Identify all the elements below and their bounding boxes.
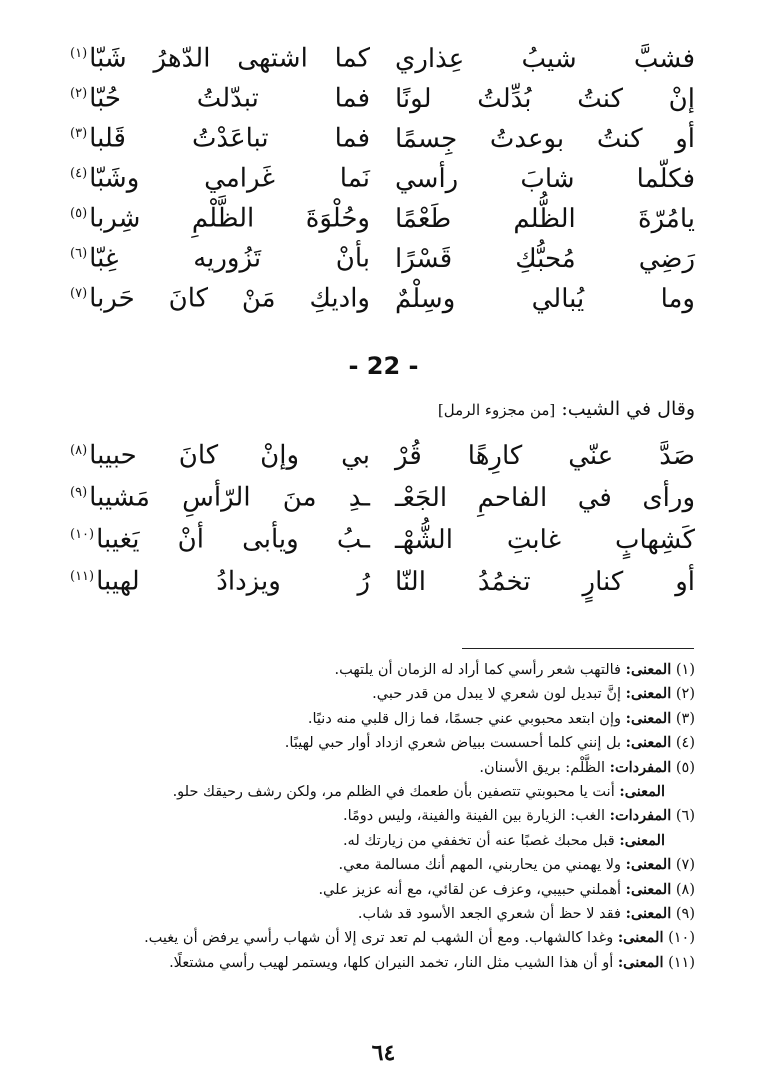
verse-line <box>70 472 695 514</box>
footnote-text: وغدا كالشهاب. ومع أن الشهب لم تعد ترى إلا أن شهاب رأسي يرفض أن يغيب. <box>144 930 614 947</box>
footnote <box>65 926 695 950</box>
footnote-label: المعنى: <box>625 904 672 922</box>
verse-line <box>70 556 695 598</box>
verse-line <box>70 274 695 314</box>
verse-first-hemistich: أو كنتُ بوعدتُ جِسمًا <box>395 123 695 154</box>
footnote-number: (٩) <box>675 905 695 922</box>
footnote-number: (٤) <box>675 735 695 752</box>
verse-line <box>70 114 695 154</box>
poem-verses-top <box>70 34 695 314</box>
verse-line <box>70 74 695 114</box>
footnote-ref: (١) <box>70 46 88 61</box>
verse-line <box>70 154 695 194</box>
footnote <box>65 756 695 780</box>
verse-second-text: وحُلْوَةَ الظَّلْمِ شِربا <box>89 203 370 234</box>
footnote <box>65 878 695 902</box>
verse-second-text: نَما غَرامي وشَبّا <box>89 163 370 194</box>
footnote-text: أهملني حبيبي، وعزف عن لقائي، مع أنه عزيز علي. <box>318 881 621 898</box>
verse-second-text: ـبُ ويأبى أنْ يَغيبا <box>96 524 370 555</box>
footnote <box>65 731 695 755</box>
footnote-label: المعنى: <box>619 831 665 849</box>
footnote-ref: (٣) <box>70 126 88 141</box>
footnote-label: المعنى: <box>625 734 672 752</box>
footnote-label: المعنى: <box>625 709 672 727</box>
footnote <box>65 707 695 731</box>
footnote-label: المعنى: <box>625 880 672 898</box>
footnote-number: (١١) <box>668 954 695 971</box>
footnotes <box>65 658 695 975</box>
footnote <box>65 951 695 975</box>
verse-second-hemistich <box>70 74 370 119</box>
footnote-number: (١) <box>675 662 695 678</box>
footnote-label: المعنى: <box>619 782 665 800</box>
verse-first-hemistich: ورأى في الفاحمِ الجَعْـ <box>395 482 695 513</box>
verse-line <box>70 430 695 472</box>
footnote-text: وإن ابتعد محبوبي عني جسمًا، فما زال قلبي منه دنيًا. <box>307 710 621 727</box>
footnote-label: المعنى: <box>617 953 664 971</box>
footnote-number: (٦) <box>675 808 695 825</box>
verse-second-hemistich <box>70 34 370 79</box>
footnote-text: أنت يا محبوبتي تتصفين بأن طعمك في الظلم مر، ولكن رشف رحيقك حلو. <box>172 783 615 800</box>
footnote-text: فقد لا حظ أن شعري الجعد الأسود قد شاب. <box>357 905 621 922</box>
footnote <box>65 682 695 706</box>
footnote-label: المعنى: <box>625 685 672 703</box>
footnote-text: فالتهب شعر رأسي كما أراد له الزمان أن يلتهب. <box>334 662 621 678</box>
verse-second-text: واديكِ مَنْ كانَ حَربا <box>89 283 370 314</box>
footnote-text: أو أن هذا الشيب مثل النار، تخمد النيران كلها، ويستمر لهيب رأسي مشتعلًا. <box>169 954 614 971</box>
verse-second-hemistich <box>70 556 370 603</box>
footnote-ref: (٦) <box>70 246 88 261</box>
verse-first-hemistich: صَدَّ عنّي كارِهًا قُرْ <box>395 440 695 471</box>
verse-second-text: بي وإنْ كانَ حبيبا <box>89 440 370 471</box>
footnote-ref: (٥) <box>70 206 88 221</box>
footnote-label: المفردات: <box>609 758 672 776</box>
verse-first-hemistich: أو كنارٍ تخمُدُ النّا <box>395 566 695 597</box>
verse-first-hemistich: فشبَّ شيبُ عِذاري <box>395 43 695 74</box>
poem-verses-bottom <box>70 430 695 598</box>
footnote-ref: (٧) <box>70 286 88 301</box>
footnote-text: الظَّلْم: بريق الأسنان. <box>479 759 605 776</box>
verse-second-hemistich <box>70 194 370 239</box>
footnote-ref: (٨) <box>70 443 88 458</box>
footnote <box>65 829 695 853</box>
verse-second-hemistich <box>70 234 370 279</box>
verse-second-hemistich <box>70 274 370 319</box>
footnote-text: قبل محبك غصبًا عنه أن تخففي من زيارتك له. <box>342 832 615 849</box>
verse-first-hemistich: يامُرّةَ الظُّلم طَعْمًا <box>395 203 695 234</box>
verse-first-hemistich: كَشِهابٍ غابتِ الشُّهْـ <box>395 524 695 555</box>
footnote-label: المعنى: <box>625 661 672 678</box>
footnote <box>65 780 695 804</box>
verse-first-hemistich: وما يُبالي وسِلْمٌ <box>395 283 695 314</box>
verse-second-hemistich <box>70 472 370 519</box>
footnote-label: المعنى: <box>617 929 664 947</box>
footnote-number: (٣) <box>675 710 695 727</box>
verse-first-hemistich: رَضِي مُحبُّكِ قَسْرًا <box>395 243 695 274</box>
footnote-divider <box>462 648 694 649</box>
poem-intro <box>438 398 695 420</box>
footnote-ref: (١١) <box>70 569 95 584</box>
footnote-number: (١٠) <box>668 930 695 947</box>
verse-second-text: فما تبدّلتُ حُبّا <box>89 83 370 114</box>
footnote-ref: (٢) <box>70 86 88 101</box>
footnote-text: الغب: الزيارة بين الفينة والفينة، وليس دومًا. <box>342 808 605 825</box>
footnote-label: المعنى: <box>625 856 672 874</box>
verse-second-hemistich <box>70 154 370 199</box>
poem-meter: [من مجزوء الرمل] <box>437 401 556 419</box>
verse-second-text: فما تباعَدْتُ قَلبا <box>89 123 370 154</box>
verse-second-text: ـدِ منَ الرّأسِ مَشيبا <box>89 482 370 513</box>
footnote <box>65 853 695 877</box>
footnote-number: (٨) <box>675 881 695 898</box>
footnote-number: (٥) <box>675 759 695 776</box>
footnote-text: بل إنني كلما أحسست ببياض شعري ازداد أوار حبي لهيبًا. <box>284 735 621 752</box>
verse-second-text: بأنْ تَزُوريه غِبّا <box>89 243 370 274</box>
footnote-ref: (٤) <box>70 166 88 181</box>
verse-second-hemistich <box>70 514 370 561</box>
footnote-ref: (٩) <box>70 485 88 500</box>
poem-intro-text: وقال في الشيب: <box>555 398 695 420</box>
footnote <box>65 804 695 828</box>
verse-second-text: كما اشتهى الدّهرُ شَبّا <box>89 43 370 74</box>
page-number: ٦٤ <box>371 1040 396 1066</box>
footnote-number: (٢) <box>675 686 695 703</box>
verse-second-hemistich <box>70 114 370 159</box>
footnote <box>65 902 695 926</box>
footnote-text: ولا يهمني من يحاربني، المهم أنك مسالمة معي. <box>338 857 621 874</box>
footnote-ref: (١٠) <box>70 527 95 542</box>
verse-line <box>70 234 695 274</box>
footnote <box>65 658 695 682</box>
verse-line <box>70 514 695 556</box>
footnote-text: إنَّ تبديل لون شعري لا يبدل من قدر حبي. <box>372 686 621 703</box>
verse-first-hemistich: إنْ كنتُ بُدِّلتُ لونًا <box>395 83 695 114</box>
verse-line <box>70 194 695 234</box>
verse-second-text: رُ ويزدادُ لهيبا <box>96 566 370 597</box>
footnote-label: المفردات: <box>609 807 672 825</box>
poem-number: - 22 - <box>348 352 419 380</box>
footnote-number: (٧) <box>675 857 695 874</box>
verse-first-hemistich: فكلّما شابَ رأسي <box>395 163 695 194</box>
verse-line <box>70 34 695 74</box>
verse-second-hemistich <box>70 430 370 477</box>
